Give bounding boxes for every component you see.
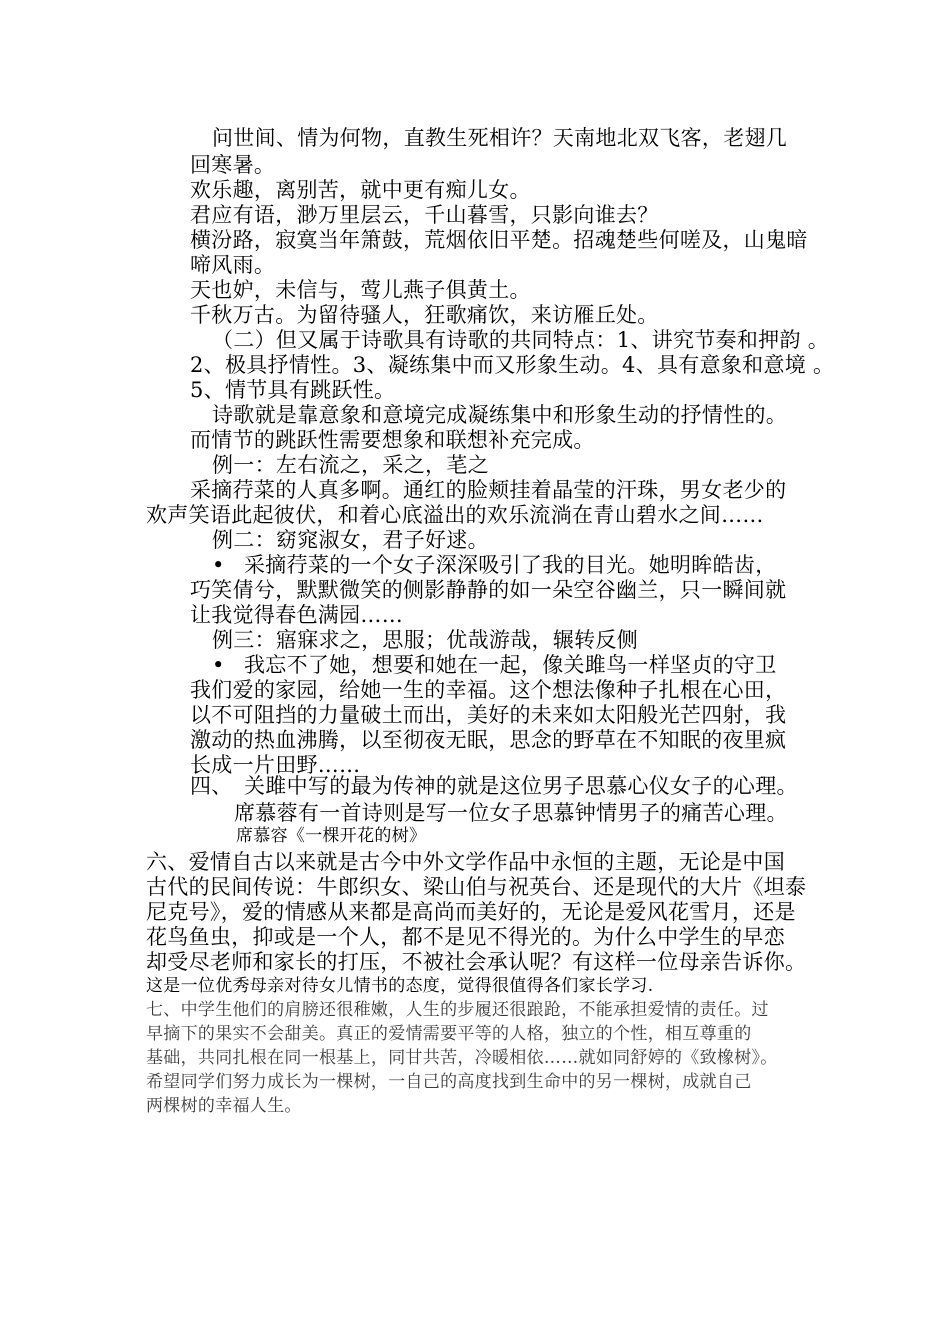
example-line: 激动的热血沸腾，以至彻夜无眠，思念的野草在不知眠的夜里疯 [190,728,787,752]
section-line: 席慕蓉有一首诗则是写一位女子思慕钟情男子的痛苦心理。 [234,801,788,825]
example-line: 采摘荇菜的人真多啊。通红的脸颊挂着晶莹的汗珠，男女老少的 [190,478,787,502]
poem-line: 君应有语，渺万里层云，千山暮雪，只影向谁去？ [190,203,659,227]
section-line: 尼克号》，爱的情感从来都是高尚而美好的，无论是爱风花雪月，还是 [146,900,796,924]
example-line: 欢声笑语此起彼伏，和着心底溢出的欢乐流淌在青山碧水之间…… [146,503,764,527]
section-line: 两棵树的幸福人生。 [146,1096,302,1116]
section-line: 这是一位优秀母亲对待女儿情书的态度，觉得很值得各们家长学习. [146,976,654,996]
paragraph-line: 而情节的跳跃性需要想象和联想补充完成。 [190,428,595,452]
section-line: 七、中学生他们的肩膀还很稚嫩，人生的步履还很踉跄，不能承担爱情的责任。过 [146,1000,769,1020]
paragraph-line: 2、极具抒情性。3、凝练集中而又形象生动。4、具有意象和意境 。 [190,353,835,377]
example-line: 巧笑倩兮，默默微笑的侧影静静的如一朵空谷幽兰，只一瞬间就 [190,578,787,602]
poem-line: 啼风雨。 [190,253,276,277]
example-line: 以不可阻挡的力量破土而出，美好的未来如太阳般光芒四射，我 [190,703,787,727]
section-line: 却受尽老师和家长的打压，不被社会承认呢？有这样一位母亲告诉你。 [146,950,807,974]
poem-reference: 席慕容《一棵开花的树》 [236,826,427,846]
section-line: 花鸟鱼虫，抑或是一个人，都不是见不得光的。为什么中学生的早恋 [146,925,785,949]
example-line: 我们爱的家园，给她一生的幸福。这个想法像种子扎根在心田， [190,678,787,702]
example-line: 采摘荇菜的一个女子深深吸引了我的目光。她明眸皓齿， [244,553,777,577]
section-number: 四、 [190,774,233,798]
example-line: 我忘不了她，想要和她在一起，像关雎鸟一样坚贞的守卫 [244,653,777,677]
example-title: 例三：寤寐求之，思服；优哉游哉，辗转反侧 [212,628,638,652]
paragraph-line: 5、情节具有跳跃性。 [190,378,396,402]
paragraph-line: 诗歌就是靠意象和意境完成凝练集中和形象生动的抒情性的。 [212,403,788,427]
poem-line: 回寒暑。 [190,153,276,177]
example-line: 长成一片田野…… [190,753,361,777]
section-line: 基础，共同扎根在同一根基上，同甘共苦，冷暖相依……就如同舒婷的《致橡树》。 [146,1048,778,1068]
poem-line: 千秋万古。为留待骚人，狂歌痛饮，来访雁丘处。 [190,303,659,327]
example-title: 例一：左右流之，采之，芼之 [212,453,489,477]
poem-line: 欢乐趣，离别苦，就中更有痴儿女。 [190,178,531,202]
section-line: 六、爱情自古以来就是古今中外文学作品中永恒的主题，无论是中国 [146,850,785,874]
section-line: 希望同学们努力成长为一棵树，一自己的高度找到生命中的另一棵树，成就自己 [146,1072,752,1092]
example-line: 让我觉得春色满园…… [190,603,403,627]
poem-line: 天也妒，未信与，莺儿燕子俱黄土。 [190,278,531,302]
section-line: 关雎中写的最为传神的就是这位男子思慕心仪女子的心理。 [244,774,798,798]
bullet: • [212,553,225,577]
bullet: • [212,653,225,677]
section-line: 早摘下的果实不会甜美。真正的爱情需要平等的人格，独立的个性，相互尊重的 [146,1024,752,1044]
poem-line: 问世间、情为何物，直教生死相许？天南地北双飞客，老翅几 [212,126,788,150]
section-line: 古代的民间传说：牛郎织女、梁山伯与祝英台、还是现代的大片《坦泰 [146,875,807,899]
poem-line: 横汾路，寂寞当年箫鼓，荒烟依旧平楚。招魂楚些何嗟及，山鬼暗 [190,228,808,252]
example-title: 例二：窈窕淑女，君子好逑。 [212,528,489,552]
paragraph-line: （二）但又属于诗歌具有诗歌的共同特点：1、讲究节奏和押韵 。 [212,328,830,352]
